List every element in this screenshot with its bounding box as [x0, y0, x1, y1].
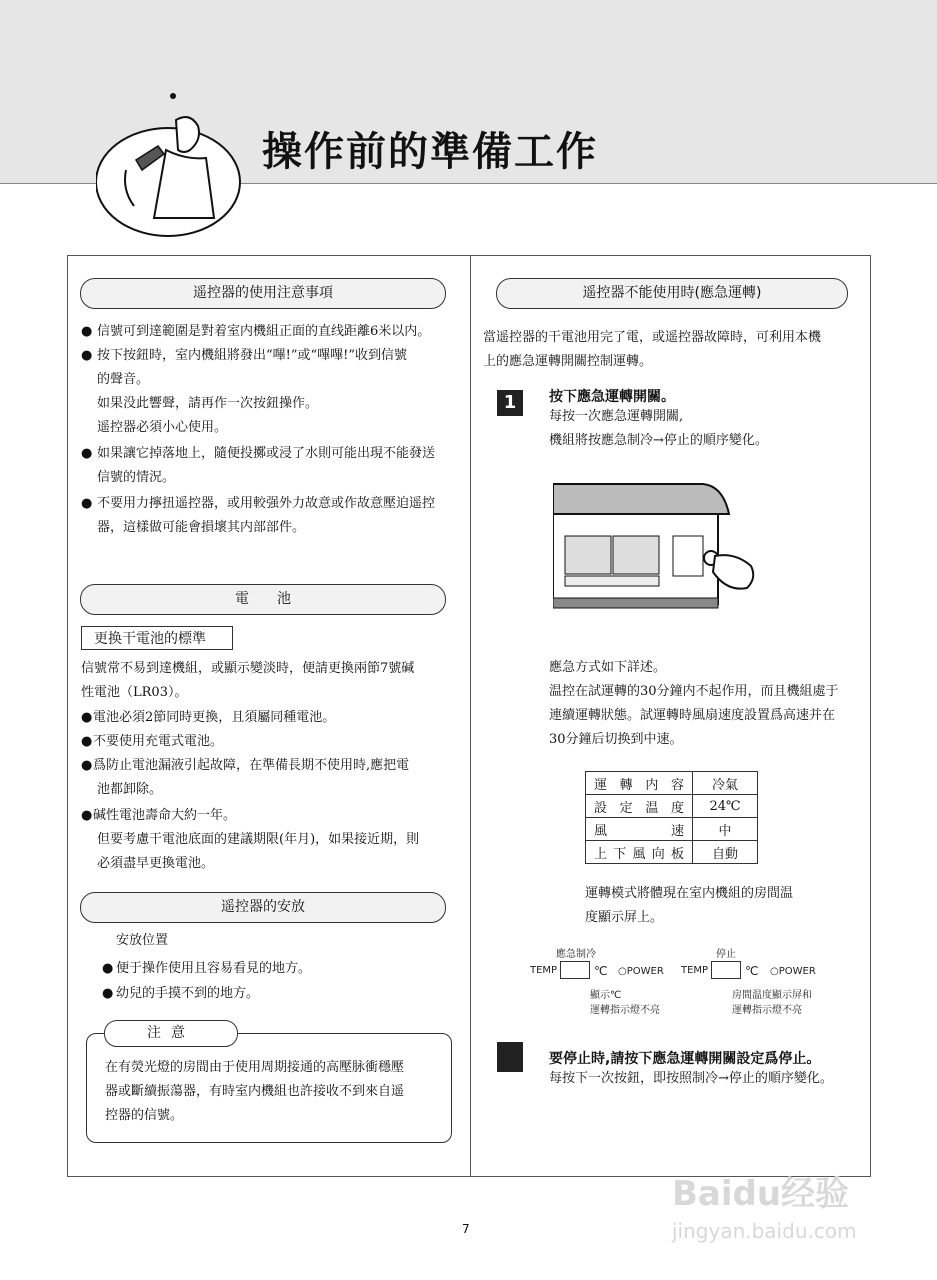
- display-1-power: ○POWER: [618, 966, 664, 977]
- step-1-badge: 1: [497, 390, 523, 416]
- emergency-settings-table: [585, 771, 758, 864]
- table-row: 運轉内容 冷氣: [586, 772, 758, 795]
- bullet-icon: ●: [81, 758, 93, 773]
- watermark: Baidu经验 jingyan.baidu.com: [672, 1174, 857, 1243]
- list-item: ● 幼兒的手摸不到的地方。: [102, 982, 442, 1006]
- display-1-note: 顯示℃ 運轉指示燈不亮: [590, 990, 660, 1016]
- step-1-title: 按下應急運轉開關。: [549, 389, 675, 405]
- display-2-temp: TEMP: [681, 965, 709, 976]
- table-row: 風速 中: [586, 818, 758, 841]
- display-1-digits: [560, 961, 590, 979]
- bullet-icon: ●: [81, 496, 93, 511]
- placement-heading: 遥控器的安放: [80, 892, 446, 923]
- bullet-icon: ●: [81, 734, 93, 749]
- battery-criteria-label: 更换干電池的標準: [81, 626, 233, 650]
- display-2-digits: [711, 961, 741, 979]
- notice-text: 在有熒光燈的房間由于使用周期接通的高壓脉衝穩壓 器或斷續振蕩器，有時室内機組也許接收不到來自遥 控器的信號。: [105, 1060, 405, 1123]
- mascot-illustration: [96, 90, 246, 240]
- emergency-heading: 遥控器不能使用時(應急運轉): [496, 278, 848, 309]
- display-2-power: ○POWER: [770, 966, 816, 977]
- list-item: ● 電池必須2節同時更換，且須屬同種電池。: [81, 706, 461, 730]
- display-2-label: 停止: [716, 949, 736, 960]
- bullet-icon: ●: [81, 710, 93, 725]
- step-2-badge: [497, 1042, 523, 1072]
- bullet-icon: ●: [81, 808, 93, 823]
- list-item: ● 爲防止電池漏液引起故障，在準備長期不使用時,應把電 池都卸除。: [81, 754, 461, 802]
- bullet-icon: ●: [81, 348, 93, 363]
- display-1-temp: TEMP: [530, 965, 558, 976]
- table-row: 設定温度 24℃: [586, 795, 758, 818]
- list-item: ● 如果讓它掉落地上，隨便投擲或浸了水則可能出現不能發送 信號的情況。: [81, 442, 461, 490]
- bullet-icon: ●: [102, 961, 114, 976]
- step-2-title: 要停止時,請按下應急運轉開關設定爲停止。: [549, 1051, 821, 1067]
- display-2-unit: ℃: [745, 964, 759, 978]
- mode-description: 應急方式如下詳述。 温控在試運轉的30分鐘内不起作用，而且機組處于 連續運轉狀態。試運轉時風扇速度設置爲高速并在 30分鐘后切换到中速。: [549, 660, 839, 747]
- emergency-intro: 當遥控器的干電池用完了電，或遥控器故障時，可利用本機 上的應急運轉開關控制運轉。: [483, 330, 822, 369]
- list-item: ● 不要使用充電式電池。: [81, 730, 461, 754]
- bullet-icon: ●: [81, 446, 93, 461]
- list-item: ● 碱性電池壽命大約一年。 但要考慮干電池底面的建議期限(年月)，如果接近期，則 必須盡早更換電池。: [81, 804, 461, 876]
- display-1-label: 應急制冷: [556, 949, 596, 960]
- page-number: 7: [462, 1222, 470, 1236]
- page-title: 操作前的準備工作: [262, 129, 598, 175]
- battery-heading: 電 池: [80, 584, 446, 615]
- display-2-note: 房間温度顯示屏和 運轉指示燈不亮: [732, 990, 812, 1016]
- column-divider: [470, 255, 471, 1176]
- list-item: ● 信號可到達範圍是對着室内機組正面的直线距離6米以内。: [81, 320, 461, 344]
- list-item: ● 便于操作使用且容易看見的地方。: [102, 957, 442, 981]
- placement-subtitle: 安放位置: [116, 933, 169, 948]
- table-row: 上下風向板 自動: [586, 841, 758, 864]
- step-1-text: 每按一次應急運轉開關, 機組將按應急制冷→停止的順序變化。: [549, 409, 768, 448]
- battery-intro: 信號常不易到達機組，或顯示變淡時，便請更換兩節7號碱 性電池（LR03）。: [81, 661, 415, 700]
- display-note: 運轉模式將體現在室内機組的房間温 度顯示屏上。: [585, 886, 794, 925]
- notice-title: 注意: [104, 1020, 238, 1047]
- remote-notes-heading: 遥控器的使用注意事項: [80, 278, 446, 309]
- step-2-text: 每按下一次按鈕，即按照制冷→停止的順序變化。: [549, 1071, 833, 1086]
- list-item: ● 不要用力擰扭遥控器，或用較强外力故意或作故意壓迫遥控 器，這樣做可能會損壞其内部部件。: [81, 492, 461, 540]
- display-1-unit: ℃: [594, 964, 608, 978]
- list-item: ● 按下按鈕時，室内機組將發出“嗶!”或“嗶嗶!”收到信號 的聲音。 如果没此響聲，請再作一次按鈕操作。 遥控器必須小心使用。: [81, 344, 461, 440]
- indoor-unit-illustration: [553, 480, 763, 630]
- bullet-icon: ●: [102, 986, 114, 1001]
- bullet-icon: ●: [81, 324, 93, 339]
